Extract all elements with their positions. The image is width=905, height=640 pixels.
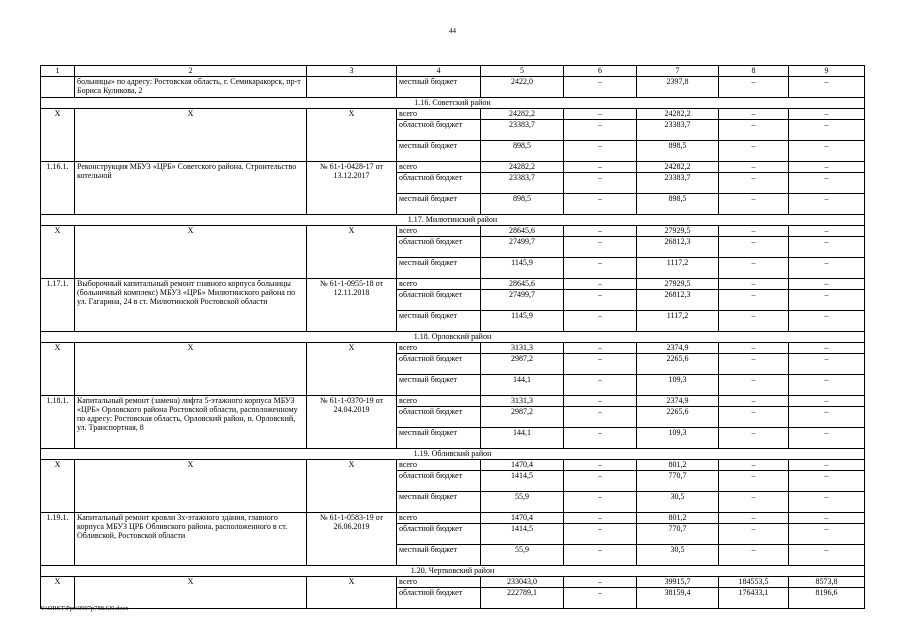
budget-type: местный бюджет bbox=[397, 311, 481, 332]
item-number bbox=[41, 77, 75, 98]
value-col5: 2987,2 bbox=[481, 354, 564, 375]
value-col5: 1145,9 bbox=[481, 311, 564, 332]
value-col7: 2374,9 bbox=[637, 343, 719, 354]
column-number: 8 bbox=[719, 66, 789, 77]
value-col7: 1117,2 bbox=[637, 311, 719, 332]
budget-type: всего bbox=[397, 343, 481, 354]
value-col9: – bbox=[789, 311, 865, 332]
value-col6: – bbox=[564, 173, 637, 194]
item-name: Х bbox=[75, 343, 307, 396]
value-col7: 2265,6 bbox=[637, 354, 719, 375]
value-col6: – bbox=[564, 396, 637, 407]
value-col6: – bbox=[564, 162, 637, 173]
header-row bbox=[41, 66, 865, 77]
budget-type: всего bbox=[397, 109, 481, 120]
section-row bbox=[41, 215, 865, 226]
value-col5: 1470,4 bbox=[481, 513, 564, 524]
value-col9: 8196,6 bbox=[789, 588, 865, 609]
value-col8: – bbox=[719, 258, 789, 279]
table-row bbox=[41, 513, 865, 524]
value-col7: 801,2 bbox=[637, 460, 719, 471]
table-row bbox=[41, 279, 865, 290]
value-col7: 30,5 bbox=[637, 492, 719, 513]
value-col7: 38159,4 bbox=[637, 588, 719, 609]
value-col5: 2987,2 bbox=[481, 407, 564, 428]
document-ref: № 61-1-0370-19 от 24.04.2019 bbox=[307, 396, 397, 449]
value-col8: – bbox=[719, 109, 789, 120]
section-row bbox=[41, 332, 865, 343]
value-col5: 144,1 bbox=[481, 428, 564, 449]
value-col6: – bbox=[564, 311, 637, 332]
value-col8: – bbox=[719, 492, 789, 513]
value-col5: 3131,3 bbox=[481, 343, 564, 354]
value-col8: 184553,5 bbox=[719, 577, 789, 588]
value-col6: – bbox=[564, 375, 637, 396]
item-number: Х bbox=[41, 460, 75, 513]
column-number: 4 bbox=[397, 66, 481, 77]
item-name: Х bbox=[75, 109, 307, 162]
value-col7: 898,5 bbox=[637, 141, 719, 162]
budget-type: местный бюджет bbox=[397, 375, 481, 396]
value-col8: – bbox=[719, 354, 789, 375]
document-ref: № 61-1-0428-17 от 13.12.2017 bbox=[307, 162, 397, 215]
value-col8: – bbox=[719, 226, 789, 237]
item-number: Х bbox=[41, 109, 75, 162]
value-col6: – bbox=[564, 460, 637, 471]
value-col8: – bbox=[719, 407, 789, 428]
column-number: 3 bbox=[307, 66, 397, 77]
value-col7: 109,3 bbox=[637, 428, 719, 449]
value-col8: – bbox=[719, 141, 789, 162]
value-col7: 23383,7 bbox=[637, 173, 719, 194]
item-name: Реконструкция МБУЗ «ЦРБ» Советского района. Строительство котельной bbox=[75, 162, 307, 215]
value-col6: – bbox=[564, 588, 637, 609]
value-col8: – bbox=[719, 375, 789, 396]
value-col7: 30,5 bbox=[637, 545, 719, 566]
value-col7: 2397,8 bbox=[637, 77, 719, 98]
value-col9: – bbox=[789, 258, 865, 279]
value-col5: 898,5 bbox=[481, 194, 564, 215]
value-col5: 144,1 bbox=[481, 375, 564, 396]
value-col7: 27929,5 bbox=[637, 279, 719, 290]
budget-type: всего bbox=[397, 226, 481, 237]
value-col6: – bbox=[564, 226, 637, 237]
table-row bbox=[41, 460, 865, 471]
value-col9: – bbox=[789, 194, 865, 215]
budget-type: местный бюджет bbox=[397, 428, 481, 449]
value-col5: 222789,1 bbox=[481, 588, 564, 609]
value-col5: 24282,2 bbox=[481, 162, 564, 173]
budget-type: областной бюджет bbox=[397, 588, 481, 609]
table-row bbox=[41, 77, 865, 98]
budget-type: всего bbox=[397, 513, 481, 524]
value-col8: – bbox=[719, 77, 789, 98]
value-col8: – bbox=[719, 311, 789, 332]
budget-type: всего bbox=[397, 577, 481, 588]
value-col8: – bbox=[719, 471, 789, 492]
budget-type: областной бюджет bbox=[397, 290, 481, 311]
budget-type: всего bbox=[397, 460, 481, 471]
value-col9: 8573,8 bbox=[789, 577, 865, 588]
section-row bbox=[41, 98, 865, 109]
table-row bbox=[41, 109, 865, 120]
value-col5: 28645,6 bbox=[481, 226, 564, 237]
value-col5: 898,5 bbox=[481, 141, 564, 162]
table-row bbox=[41, 343, 865, 354]
file-path-footer: Y:\ORST\Ppo\0907p788.f20.docx bbox=[40, 605, 129, 612]
value-col7: 24282,2 bbox=[637, 109, 719, 120]
value-col9: – bbox=[789, 109, 865, 120]
value-col7: 26812,3 bbox=[637, 290, 719, 311]
budget-type: областной бюджет bbox=[397, 173, 481, 194]
value-col6: – bbox=[564, 290, 637, 311]
item-name: Х bbox=[75, 460, 307, 513]
value-col8: – bbox=[719, 162, 789, 173]
value-col5: 23383,7 bbox=[481, 120, 564, 141]
value-col6: – bbox=[564, 343, 637, 354]
item-name: больницы» по адресу: Ростовская область, г. Семикаракорск, пр-т Бориса Куликова, 2 bbox=[75, 77, 307, 98]
budget-type: областной бюджет bbox=[397, 354, 481, 375]
budget-type: всего bbox=[397, 279, 481, 290]
column-number: 9 bbox=[789, 66, 865, 77]
item-number: 1.17.1. bbox=[41, 279, 75, 332]
document-ref bbox=[307, 77, 397, 98]
item-number: 1.19.1. bbox=[41, 513, 75, 566]
value-col7: 27929,5 bbox=[637, 226, 719, 237]
value-col7: 898,5 bbox=[637, 194, 719, 215]
value-col9: – bbox=[789, 375, 865, 396]
value-col7: 24282,2 bbox=[637, 162, 719, 173]
value-col9: – bbox=[789, 237, 865, 258]
value-col6: – bbox=[564, 524, 637, 545]
table-row bbox=[41, 396, 865, 407]
value-col6: – bbox=[564, 513, 637, 524]
value-col8: – bbox=[719, 524, 789, 545]
value-col5: 23383,7 bbox=[481, 173, 564, 194]
value-col9: – bbox=[789, 471, 865, 492]
value-col7: 770,7 bbox=[637, 471, 719, 492]
value-col6: – bbox=[564, 492, 637, 513]
value-col9: – bbox=[789, 407, 865, 428]
value-col5: 1414,5 bbox=[481, 524, 564, 545]
value-col8: – bbox=[719, 343, 789, 354]
value-col8: – bbox=[719, 279, 789, 290]
value-col7: 109,3 bbox=[637, 375, 719, 396]
value-col6: – bbox=[564, 77, 637, 98]
value-col8: – bbox=[719, 396, 789, 407]
value-col5: 1470,4 bbox=[481, 460, 564, 471]
value-col6: – bbox=[564, 141, 637, 162]
budget-type: местный бюджет bbox=[397, 492, 481, 513]
section-title: 1.16. Советский район bbox=[41, 98, 865, 109]
item-name: Х bbox=[75, 577, 307, 609]
budget-type: областной бюджет bbox=[397, 471, 481, 492]
value-col6: – bbox=[564, 109, 637, 120]
column-number: 5 bbox=[481, 66, 564, 77]
section-row bbox=[41, 449, 865, 460]
value-col7: 39915,7 bbox=[637, 577, 719, 588]
value-col9: – bbox=[789, 162, 865, 173]
value-col6: – bbox=[564, 237, 637, 258]
value-col5: 28645,6 bbox=[481, 279, 564, 290]
document-ref: Х bbox=[307, 460, 397, 513]
table-row bbox=[41, 162, 865, 173]
value-col8: – bbox=[719, 513, 789, 524]
value-col5: 55,9 bbox=[481, 492, 564, 513]
column-number: 2 bbox=[75, 66, 307, 77]
value-col7: 801,2 bbox=[637, 513, 719, 524]
column-number: 6 bbox=[564, 66, 637, 77]
value-col6: – bbox=[564, 279, 637, 290]
value-col7: 23383,7 bbox=[637, 120, 719, 141]
value-col6: – bbox=[564, 577, 637, 588]
value-col9: – bbox=[789, 120, 865, 141]
value-col7: 2374,9 bbox=[637, 396, 719, 407]
value-col8: – bbox=[719, 237, 789, 258]
value-col5: 55,9 bbox=[481, 545, 564, 566]
budget-type: местный бюджет bbox=[397, 258, 481, 279]
value-col9: – bbox=[789, 460, 865, 471]
section-row bbox=[41, 566, 865, 577]
budget-type: областной бюджет bbox=[397, 407, 481, 428]
value-col5: 24282,2 bbox=[481, 109, 564, 120]
value-col8: – bbox=[719, 194, 789, 215]
value-col7: 770,7 bbox=[637, 524, 719, 545]
value-col5: 27499,7 bbox=[481, 237, 564, 258]
value-col5: 2422,0 bbox=[481, 77, 564, 98]
value-col6: – bbox=[564, 120, 637, 141]
value-col5: 27499,7 bbox=[481, 290, 564, 311]
column-number: 1 bbox=[41, 66, 75, 77]
column-number: 7 bbox=[637, 66, 719, 77]
value-col9: – bbox=[789, 141, 865, 162]
value-col8: – bbox=[719, 428, 789, 449]
document-ref: Х bbox=[307, 226, 397, 279]
budget-type: всего bbox=[397, 396, 481, 407]
item-name: Х bbox=[75, 226, 307, 279]
budget-type: местный бюджет bbox=[397, 545, 481, 566]
value-col5: 1145,9 bbox=[481, 258, 564, 279]
item-number: 1.16.1. bbox=[41, 162, 75, 215]
value-col9: – bbox=[789, 77, 865, 98]
value-col9: – bbox=[789, 343, 865, 354]
page-number: 44 bbox=[449, 27, 456, 35]
item-name: Выборочный капитальный ремонт главного корпуса больницы (больничный комплекс) МБУЗ «ЦРБ» Милютинского района по ул. Гагарина, 24 в ст. Милютинской Ростовской области bbox=[75, 279, 307, 332]
value-col6: – bbox=[564, 407, 637, 428]
document-ref: № 61-1-0583-19 от 26.06.2019 bbox=[307, 513, 397, 566]
value-col9: – bbox=[789, 428, 865, 449]
value-col6: – bbox=[564, 471, 637, 492]
budget-table bbox=[40, 65, 865, 609]
value-col6: – bbox=[564, 354, 637, 375]
document-ref: Х bbox=[307, 109, 397, 162]
value-col6: – bbox=[564, 194, 637, 215]
value-col9: – bbox=[789, 492, 865, 513]
value-col6: – bbox=[564, 258, 637, 279]
budget-type: местный бюджет bbox=[397, 77, 481, 98]
item-number: Х bbox=[41, 343, 75, 396]
value-col8: – bbox=[719, 460, 789, 471]
value-col7: 26812,3 bbox=[637, 237, 719, 258]
section-title: 1.20. Чертковский район bbox=[41, 566, 865, 577]
section-title: 1.19. Обливский район bbox=[41, 449, 865, 460]
budget-type: областной бюджет bbox=[397, 237, 481, 258]
value-col5: 3131,3 bbox=[481, 396, 564, 407]
value-col8: – bbox=[719, 290, 789, 311]
budget-type: местный бюджет bbox=[397, 141, 481, 162]
value-col9: – bbox=[789, 354, 865, 375]
budget-type: областной бюджет bbox=[397, 524, 481, 545]
value-col9: – bbox=[789, 524, 865, 545]
value-col5: 1414,5 bbox=[481, 471, 564, 492]
value-col8: – bbox=[719, 173, 789, 194]
section-title: 1.17. Милютинский район bbox=[41, 215, 865, 226]
value-col9: – bbox=[789, 396, 865, 407]
value-col6: – bbox=[564, 545, 637, 566]
item-number: Х bbox=[41, 577, 75, 609]
value-col9: – bbox=[789, 279, 865, 290]
value-col8: 176433,1 bbox=[719, 588, 789, 609]
value-col6: – bbox=[564, 428, 637, 449]
document-ref: № 61-1-0955-18 от 12.11.2018 bbox=[307, 279, 397, 332]
item-number: Х bbox=[41, 226, 75, 279]
budget-type: областной бюджет bbox=[397, 120, 481, 141]
document-ref: Х bbox=[307, 577, 397, 609]
document-ref: Х bbox=[307, 343, 397, 396]
value-col9: – bbox=[789, 545, 865, 566]
value-col8: – bbox=[719, 120, 789, 141]
section-title: 1.18. Орловский район bbox=[41, 332, 865, 343]
budget-type: местный бюджет bbox=[397, 194, 481, 215]
value-col9: – bbox=[789, 226, 865, 237]
value-col8: – bbox=[719, 545, 789, 566]
value-col7: 1117,2 bbox=[637, 258, 719, 279]
item-number: 1.18.1. bbox=[41, 396, 75, 449]
table-row bbox=[41, 226, 865, 237]
item-name: Капитальный ремонт кровли 3х-этажного здания, главного корпуса МБУЗ ЦРБ Обливского района, расположенного в ст. Обливской, Ростовской области bbox=[75, 513, 307, 566]
value-col9: – bbox=[789, 290, 865, 311]
table-row bbox=[41, 577, 865, 588]
value-col5: 233043,0 bbox=[481, 577, 564, 588]
value-col9: – bbox=[789, 513, 865, 524]
item-name: Капитальный ремонт (замена) лифта 5-этажного корпуса МБУЗ «ЦРБ» Орловского района Ростовской области, расположенному по адресу: Ростовская область, Орловский район, п. Орловский, ул. Транспортная, 8 bbox=[75, 396, 307, 449]
budget-type: всего bbox=[397, 162, 481, 173]
value-col9: – bbox=[789, 173, 865, 194]
value-col7: 2265,6 bbox=[637, 407, 719, 428]
